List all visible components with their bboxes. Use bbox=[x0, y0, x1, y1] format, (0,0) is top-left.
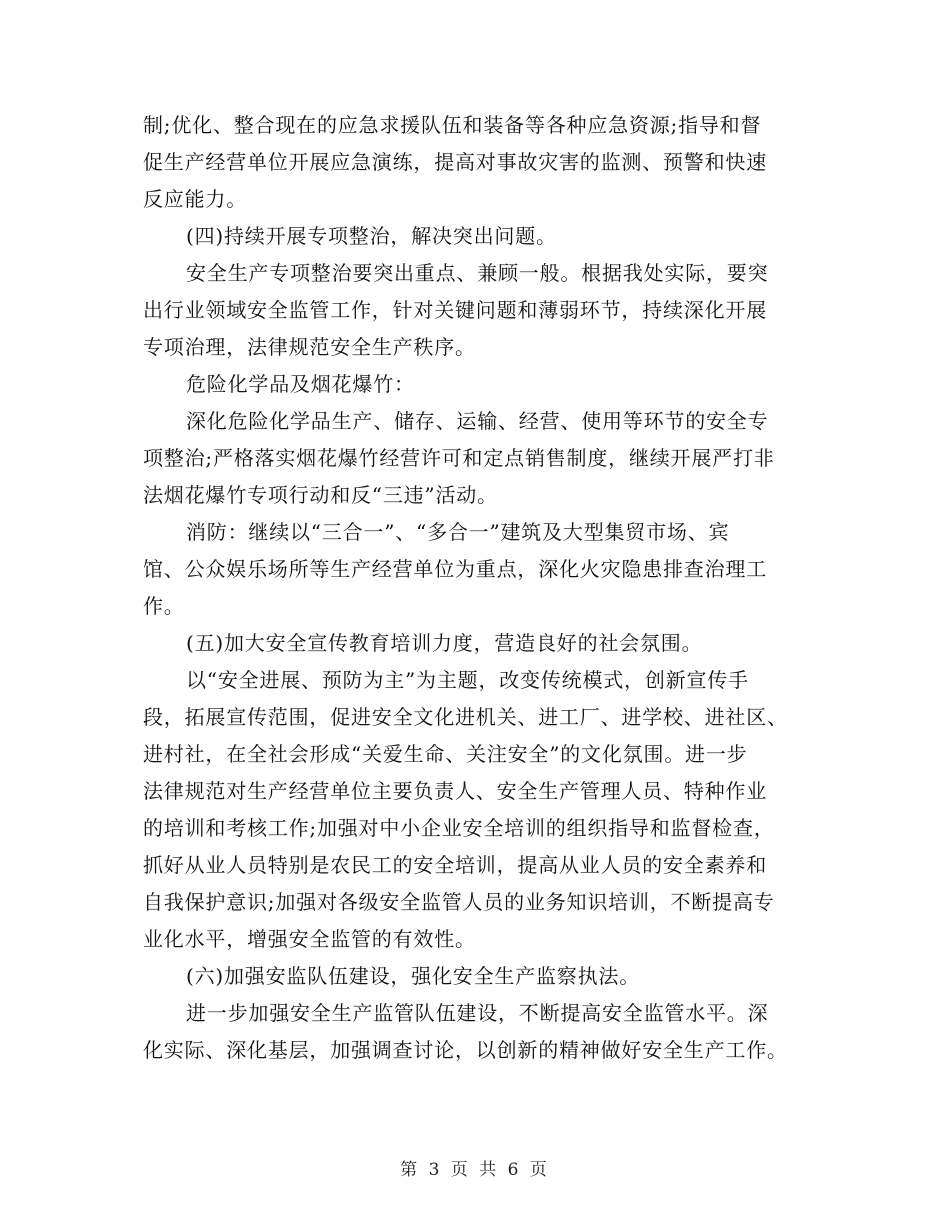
text-line: 安全生产专项整治要突出重点、兼顾一般。根据我处实际，要突 bbox=[186, 261, 769, 285]
text-line: 自我保护意识;加强对各级安全监管人员的业务知识培训，不断提高专 bbox=[143, 890, 775, 914]
text-line: 以“安全进展、预防为主”为主题，改变传统模式，创新宣传手 bbox=[186, 668, 749, 692]
text-line: 馆、公众娱乐场所等生产经营单位为重点，深化火灾隐患排查治理工 bbox=[143, 557, 767, 581]
text-line: (五)加大安全宣传教育培训力度，营造良好的社会氛围。 bbox=[186, 631, 703, 655]
page-number-footer: 第 3 页 共 6 页 bbox=[400, 1160, 550, 1180]
text-line: (四)持续开展专项整治，解决突出问题。 bbox=[186, 224, 557, 248]
text-line: 危险化学品及烟花爆竹： bbox=[186, 372, 415, 396]
document-body bbox=[143, 107, 808, 1069]
text-line: 出行业领域安全监管工作，针对关键问题和薄弱环节，持续深化开展 bbox=[143, 298, 767, 322]
text-line: 消防：继续以“三合一”、“多合一”建筑及大型集贸市场、宾 bbox=[186, 520, 730, 544]
text-line: 作。 bbox=[143, 594, 185, 618]
text-line: 化实际、深化基层，加强调查讨论，以创新的精神做好安全生产工作。 bbox=[143, 1038, 788, 1062]
text-line: 的培训和考核工作;加强对中小企业安全培训的组织指导和监督检查， bbox=[143, 816, 775, 840]
text-line: 深化危险化学品生产、储存、运输、经营、使用等环节的安全专 bbox=[186, 409, 769, 433]
text-line: 制;优化、整合现在的应急求援队伍和装备等各种应急资源;指导和督 bbox=[143, 113, 762, 137]
text-line: 反应能力。 bbox=[143, 187, 247, 211]
text-line: 段，拓展宣传范围，促进安全文化进机关、进工厂、进学校、进社区、 bbox=[143, 705, 788, 729]
text-line: 业化水平，增强安全监管的有效性。 bbox=[143, 927, 476, 951]
text-line: 项整治;严格落实烟花爆竹经营许可和定点销售制度，继续开展严打非 bbox=[143, 446, 775, 470]
text-line: 抓好从业人员特别是农民工的安全培训，提高从业人员的安全素养和 bbox=[143, 853, 767, 877]
text-line: (六)加强安监队伍建设，强化安全生产监察执法。 bbox=[186, 964, 641, 988]
text-line: 进一步加强安全生产监管队伍建设，不断提高安全监管水平。深 bbox=[186, 1001, 769, 1025]
text-line: 法律规范对生产经营单位主要负责人、安全生产管理人员、特种作业 bbox=[143, 779, 767, 803]
text-line: 促生产经营单位开展应急演练，提高对事故灾害的监测、预警和快速 bbox=[143, 150, 767, 174]
text-line: 进村社，在全社会形成“关爱生命、关注安全”的文化氛围。进一步 bbox=[143, 742, 748, 766]
text-line: 专项治理，法律规范安全生产秩序。 bbox=[143, 335, 476, 359]
text-line: 法烟花爆竹专项行动和反“三违”活动。 bbox=[143, 483, 498, 507]
